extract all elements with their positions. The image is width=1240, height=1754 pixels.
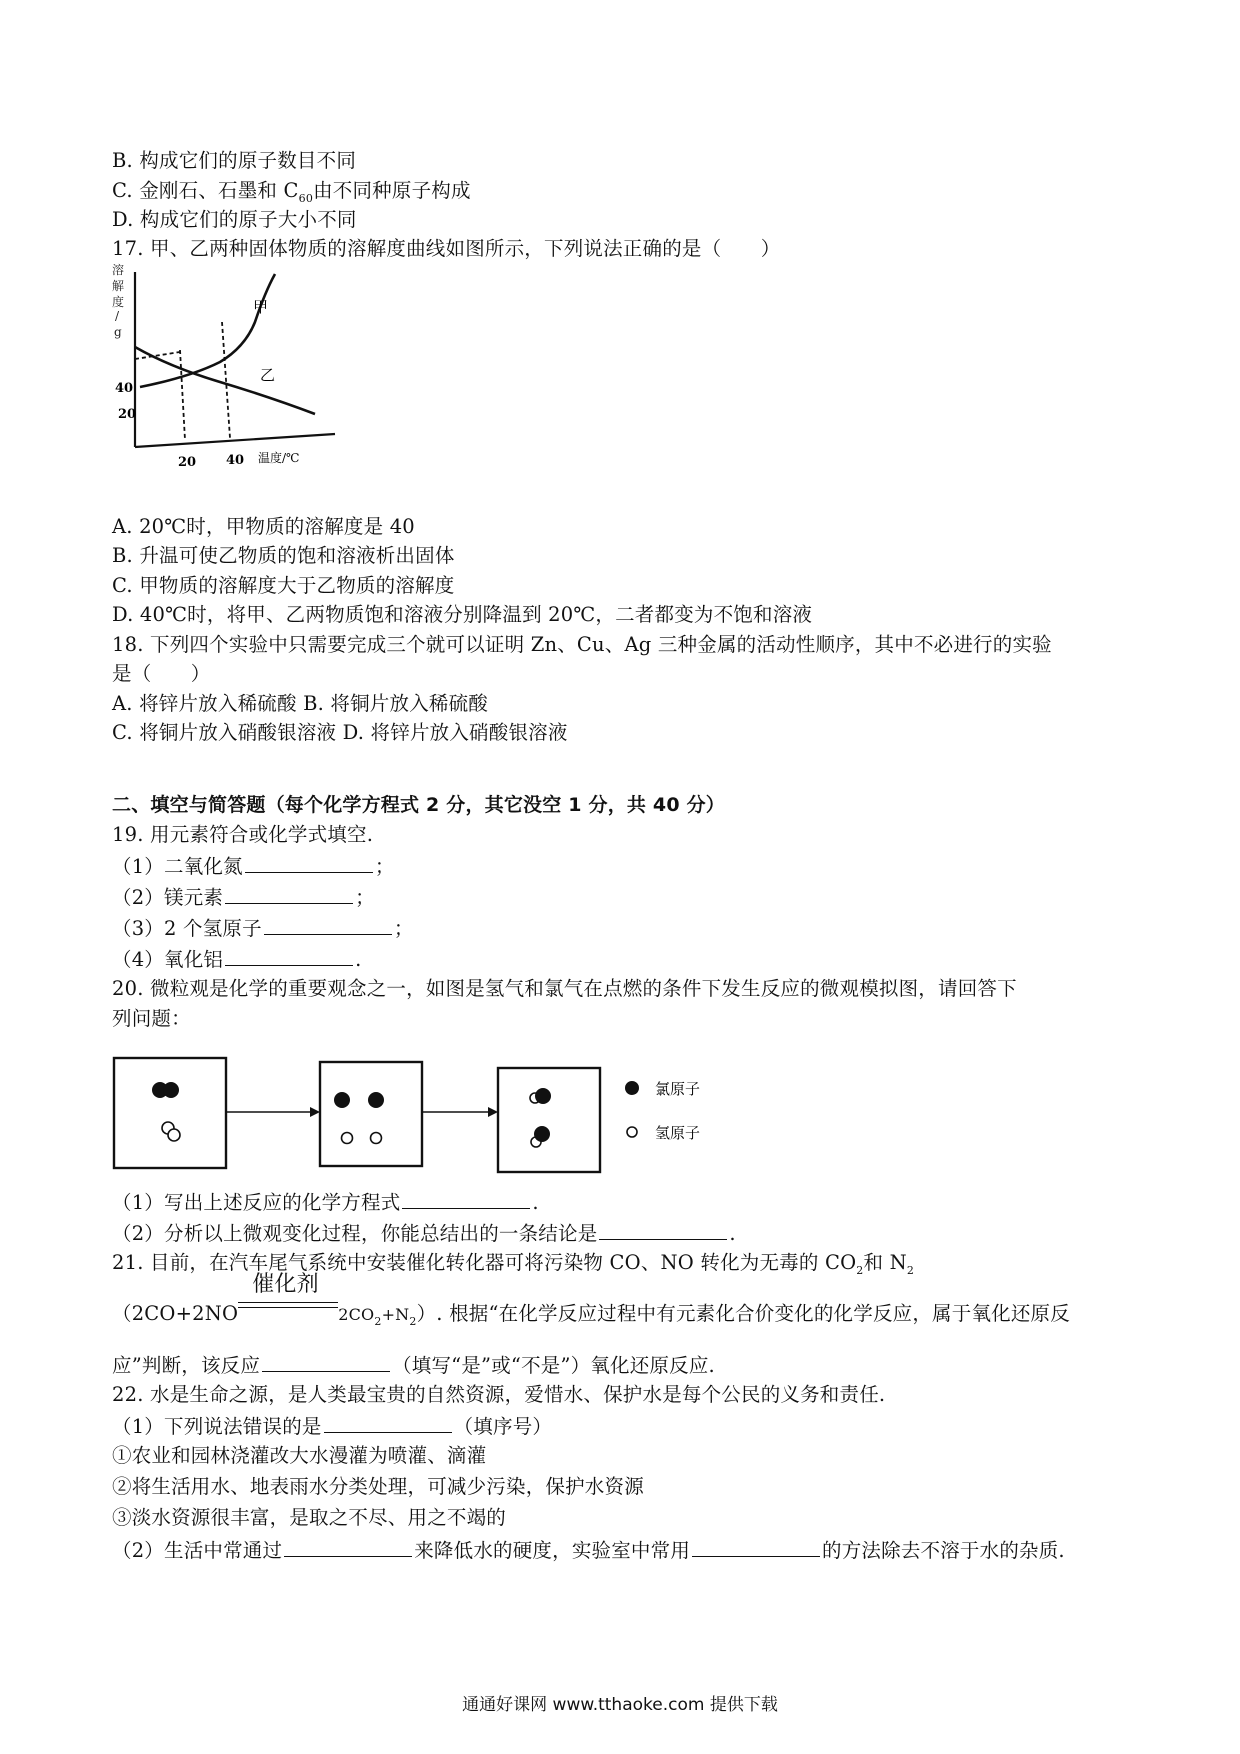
catalyst-label: 催化剂 xyxy=(252,1272,319,1297)
q22-item: ③淡水资源很丰富，是取之不尽、用之不竭的 xyxy=(112,1506,507,1529)
q17-stem: 17. 甲、乙两种固体物质的溶解度曲线如图所示，下列说法正确的是（ ） xyxy=(112,237,781,260)
arrow-head xyxy=(310,1107,320,1117)
q18-options-cd: C. 将铜片放入硝酸银溶液 D. 将锌片放入硝酸银溶液 xyxy=(112,721,568,744)
q19-item-end: ； xyxy=(393,917,414,940)
q21-eq-right: 2CO xyxy=(338,1305,375,1324)
atom-box xyxy=(320,1062,422,1166)
answer-blank[interactable] xyxy=(324,1412,452,1433)
answer-blank[interactable] xyxy=(262,1351,390,1372)
q21-line3 xyxy=(112,1351,715,1379)
q16-option-d: D. 构成它们的原子大小不同 xyxy=(112,208,357,231)
q20-sub1 xyxy=(112,1188,539,1216)
y-axis-label-char: g xyxy=(114,325,122,339)
q20-sub1-label: （1）写出上述反应的化学方程式 xyxy=(112,1191,401,1214)
q20-stem-line1: 20. 微粒观是化学的重要观念之一，如图是氢气和氯气在点燃的条件下发生反应的微观模拟图，请回答下 xyxy=(112,977,1017,1000)
q19-item-end: ； xyxy=(355,886,375,909)
y-axis-label-char: 溶 xyxy=(112,263,125,277)
chlorine-atom xyxy=(534,1126,550,1142)
q21-line1-text: 21. 目前，在汽车尾气系统中安装催化转化器可将污染物 CO、NO 转化为无毒的 CO xyxy=(112,1251,857,1274)
q16-option-b: B. 构成它们的原子数目不同 xyxy=(112,149,357,172)
y-tick-label: 20 xyxy=(118,407,137,422)
solubility-curve-figure xyxy=(110,262,350,480)
curve-label-yi: 乙 xyxy=(260,366,276,384)
q19-item xyxy=(112,852,395,880)
q21-eq-right-mid: +N xyxy=(381,1305,410,1324)
y-axis-label-char: 度 xyxy=(112,295,125,309)
answer-blank[interactable] xyxy=(599,1219,727,1240)
q21-line3-text-end: （填写“是”或“不是”）氧化还原反应. xyxy=(392,1354,715,1377)
x-tick-label: 40 xyxy=(226,453,245,468)
q22-stem: 22. 水是生命之源，是人类最宝贵的自然资源，爱惜水、保护水是每个公民的义务和责任. xyxy=(112,1383,886,1406)
subscript: 2 xyxy=(409,1315,417,1328)
curve-label-jia: 甲 xyxy=(253,298,269,316)
answer-blank[interactable] xyxy=(225,945,353,966)
answer-blank[interactable] xyxy=(284,1536,412,1557)
catalyst-equals xyxy=(238,1272,338,1320)
section-heading: 二、填空与简答题（每个化学方程式 2 分，其它没空 1 分，共 40 分） xyxy=(112,794,725,816)
legend-hydrogen-label: 氢原子 xyxy=(655,1124,701,1142)
answer-blank[interactable] xyxy=(264,914,392,935)
q21-line1 xyxy=(112,1250,914,1279)
q21-line2-text: ）. 根据“在化学反应过程中有元素化合价变化的化学反应，属于氧化还原反 xyxy=(416,1302,1070,1325)
legend-hydrogen-icon xyxy=(627,1127,637,1137)
chlorine-atom xyxy=(368,1092,384,1108)
q21-line1-text-mid: 和 N xyxy=(863,1251,907,1274)
dashed-guide xyxy=(180,350,185,440)
q16-option-c-text-end: 由不同种原子构成 xyxy=(313,179,471,202)
q19-item-end: ； xyxy=(374,855,395,878)
arrow-head xyxy=(488,1107,498,1117)
q22-sub2-label: （2）生活中常通过 xyxy=(112,1539,283,1562)
subscript: 2 xyxy=(856,1264,864,1277)
y-tick-label: 40 xyxy=(115,381,134,396)
q19-item-end: . xyxy=(355,948,362,971)
q19-item-label: （3）2 个氢原子 xyxy=(112,917,262,940)
q22-sub1 xyxy=(112,1412,552,1440)
q21-line2 xyxy=(112,1272,1070,1330)
q22-sub1-label: （1）下列说法错误的是 xyxy=(112,1415,322,1438)
q17-option-d: D. 40℃时，将甲、乙两物质饱和溶液分别降温到 20℃，二者都变为不饱和溶液 xyxy=(112,603,813,626)
q19-item-label: （4）氧化铝 xyxy=(112,948,224,971)
equals-line xyxy=(238,1307,338,1308)
q20-sub2-end: . xyxy=(729,1222,736,1245)
q16-option-c-subscript: 60 xyxy=(298,192,314,205)
q20-sub2 xyxy=(112,1219,736,1247)
q22-sub2 xyxy=(112,1536,1065,1564)
legend-chlorine-label: 氯原子 xyxy=(655,1080,701,1098)
hydrogen-atom xyxy=(342,1133,353,1144)
subscript: 2 xyxy=(374,1315,382,1328)
hydrogen-atom xyxy=(371,1133,382,1144)
q17-option-b: B. 升温可使乙物质的饱和溶液析出固体 xyxy=(112,544,455,567)
q22-sub2-end: 的方法除去不溶于水的杂质. xyxy=(822,1539,1065,1562)
page-footer: 通通好课网 www.tthaoke.com 提供下载 xyxy=(462,1695,778,1715)
q19-item xyxy=(112,883,375,911)
q19-item xyxy=(112,914,414,942)
q18-stem-line1: 18. 下列四个实验中只需要完成三个就可以证明 Zn、Cu、Ag 三种金属的活动性顺序，其中不必进行的实验 xyxy=(112,633,1052,656)
chlorine-atom xyxy=(334,1092,350,1108)
chlorine-atom xyxy=(535,1088,551,1104)
q19-item xyxy=(112,945,362,973)
equals-line xyxy=(238,1302,338,1303)
q16-option-c xyxy=(112,178,471,207)
q19-stem: 19. 用元素符合或化学式填空. xyxy=(112,823,374,846)
q18-options-ab: A. 将锌片放入稀硫酸 B. 将铜片放入稀硫酸 xyxy=(112,692,489,715)
q19-item-label: （2）镁元素 xyxy=(112,886,224,909)
q20-stem-line2: 列问题： xyxy=(112,1007,191,1030)
legend-chlorine-icon xyxy=(625,1081,639,1095)
q19-item-label: （1）二氧化氮 xyxy=(112,855,243,878)
hydrogen-atom xyxy=(168,1129,180,1141)
q17-option-c: C. 甲物质的溶解度大于乙物质的溶解度 xyxy=(112,574,455,597)
reactant-box xyxy=(114,1058,226,1168)
q21-eq-left: （2CO+2NO xyxy=(112,1302,239,1325)
answer-blank[interactable] xyxy=(692,1536,820,1557)
q21-line3-text: 应”判断，该反应 xyxy=(112,1354,261,1377)
q20-sub2-label: （2）分析以上微观变化过程，你能总结出的一条结论是 xyxy=(112,1222,598,1245)
answer-blank[interactable] xyxy=(225,883,353,904)
q17-option-a: A. 20℃时，甲物质的溶解度是 40 xyxy=(112,515,415,538)
q22-item: ②将生活用水、地表雨水分类处理，可减少污染，保护水资源 xyxy=(112,1475,644,1498)
dashed-guide xyxy=(222,322,230,438)
y-axis-label xyxy=(112,262,124,339)
x-axis xyxy=(135,434,335,447)
chlorine-atom xyxy=(163,1082,179,1098)
q22-item: ①农业和园林浇灌改大水漫灌为喷灌、滴灌 xyxy=(112,1444,487,1467)
x-axis-label: 温度/℃ xyxy=(258,451,300,465)
q18-stem-line2: 是（ ） xyxy=(112,662,211,685)
x-tick-label: 20 xyxy=(178,455,197,470)
curve-jia xyxy=(140,274,275,387)
subscript: 2 xyxy=(906,1264,915,1277)
answer-blank[interactable] xyxy=(245,852,373,873)
product-box xyxy=(498,1068,600,1172)
q22-sub2-mid: 来降低水的硬度，实验室中常用 xyxy=(414,1539,691,1562)
y-axis-label-char: / xyxy=(115,309,120,323)
q22-sub1-end: （填序号） xyxy=(453,1415,553,1438)
answer-blank[interactable] xyxy=(402,1188,530,1209)
y-axis-label-char: 解 xyxy=(112,279,125,293)
q16-option-c-text: C. 金刚石、石墨和 C xyxy=(112,179,299,202)
q20-sub1-end: . xyxy=(532,1191,539,1214)
micro-reaction-diagram xyxy=(110,1046,730,1176)
